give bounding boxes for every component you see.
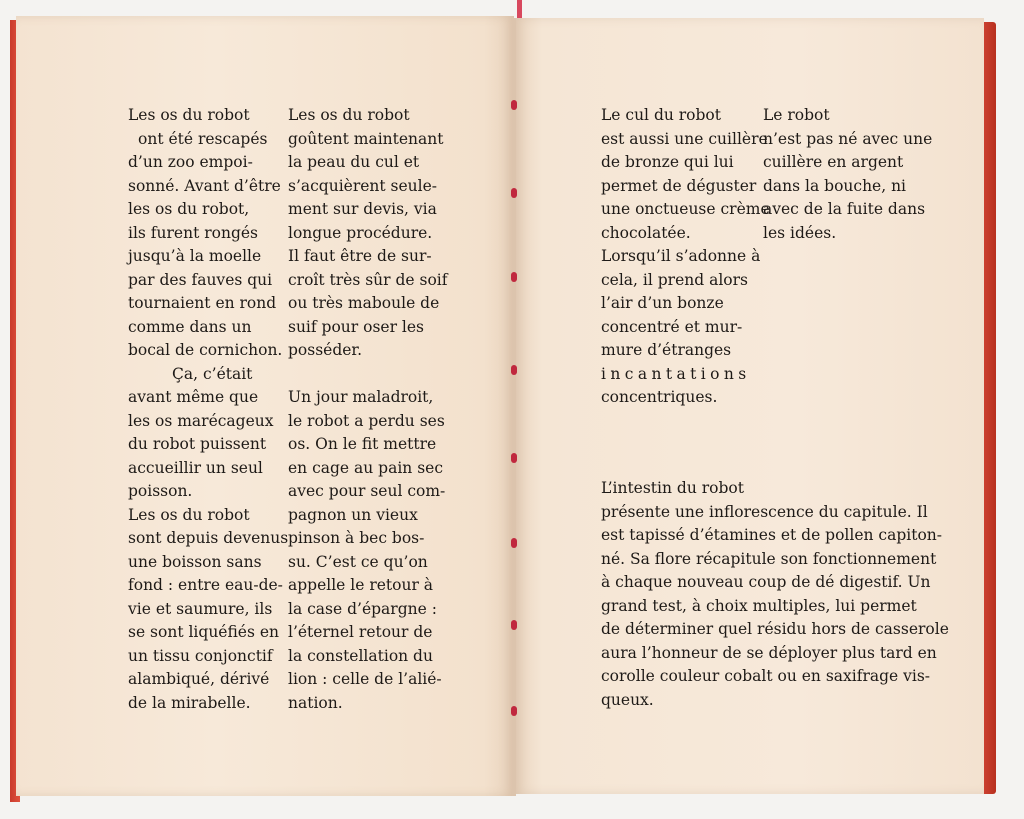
- text-line: l’air d’un bonze: [601, 294, 724, 312]
- text-line: de la mirabelle.: [128, 693, 251, 712]
- binding-stitch: [511, 620, 517, 630]
- text-line: du robot puissent: [128, 435, 267, 453]
- right-bottom-paragraph: [601, 477, 949, 712]
- text-line: corolle couleur cobalt ou en saxifrage vis-: [601, 667, 931, 685]
- text-line: suif pour oser les: [288, 317, 425, 336]
- text-line: comme dans un: [128, 317, 252, 336]
- text-line: s’acquièrent seule-: [288, 176, 438, 195]
- text-line: alambiqué, dérivé: [128, 670, 270, 688]
- text-line: pagnon un vieux: [288, 505, 418, 524]
- text-line: est aussi une cuillère: [601, 129, 768, 148]
- text-line: la case d’épargne :: [288, 599, 437, 618]
- text-line: appelle le retour à: [288, 576, 434, 594]
- text-line: les os marécageux: [128, 411, 274, 430]
- text-line: os. On le fit mettre: [288, 435, 437, 453]
- text-line: L’intestin du robot: [601, 479, 744, 497]
- text-line: ont été rescapés: [138, 129, 268, 148]
- binding-stitch: [511, 453, 517, 463]
- text-line: les os du robot,: [128, 200, 250, 218]
- text-line: une boisson sans: [128, 552, 262, 571]
- text-line: aura l’honneur de se déployer plus tard en: [601, 643, 937, 662]
- text-line: avant même que: [128, 388, 259, 406]
- text-line: cela, il prend alors: [601, 270, 748, 289]
- text-line: ils furent rongés: [128, 223, 259, 242]
- text-line: d’un zoo empoi-: [128, 153, 253, 171]
- binding-stitch: [511, 100, 517, 110]
- text-line: en cage au pain sec: [288, 458, 444, 477]
- text-line: croît très sûr de soif: [288, 270, 448, 289]
- text-line: un tissu conjonctif: [128, 646, 273, 665]
- text-line: Le cul du robot: [601, 106, 721, 124]
- left-column-1: [128, 104, 289, 715]
- book-gutter: [512, 18, 516, 796]
- text-line: nation.: [288, 693, 343, 712]
- text-line: se sont liquéfiés en: [128, 623, 280, 641]
- text-line: pinson à bec bos-: [288, 529, 425, 547]
- text-line: dans la bouche, ni: [763, 176, 907, 195]
- text-line: chocolatée.: [601, 223, 691, 242]
- right-column-2: [763, 104, 933, 245]
- text-line: Un jour maladroit,: [288, 388, 434, 406]
- text-line: avec pour seul com-: [288, 482, 446, 500]
- text-line: jusqu’à la moelle: [128, 247, 262, 265]
- text-line: tournaient en rond: [128, 294, 277, 312]
- text-line: cuillère en argent: [763, 153, 904, 171]
- binding-stitch: [511, 538, 517, 548]
- text-line: vie et saumure, ils: [128, 599, 273, 618]
- right-column-1: [601, 104, 770, 410]
- text-line: né. Sa flore récapitule son fonctionnement: [601, 549, 937, 568]
- binding-stitch: [511, 706, 517, 716]
- text-line: présente une inflorescence du capitule. Il: [601, 502, 928, 521]
- text-line: Ça, c’était: [172, 364, 253, 383]
- text-line: permet de déguster: [601, 176, 757, 195]
- text-line: Lorsqu’il s’adonne à: [601, 247, 761, 265]
- text-line: mure d’étranges: [601, 341, 732, 359]
- text-line: bocal de cornichon.: [128, 341, 283, 359]
- text-line: goûtent maintenant: [288, 129, 444, 148]
- text-line: la constellation du: [288, 646, 433, 665]
- text-line: sont depuis devenus: [128, 529, 289, 547]
- text-line: Les os du robot: [128, 106, 250, 124]
- left-column-2: [288, 104, 448, 715]
- text-line: ment sur devis, via: [288, 200, 437, 218]
- text-line: poisson.: [128, 482, 193, 500]
- text-line: fond : entre eau-de-: [128, 576, 283, 594]
- text-line: la peau du cul et: [288, 153, 420, 171]
- text-line: est tapissé d’étamines et de pollen capiton-: [601, 526, 943, 544]
- text-line: su. C’est ce qu’on: [288, 552, 428, 571]
- text-line: une onctueuse crème: [601, 200, 770, 218]
- text-line: l’éternel retour de: [288, 623, 433, 641]
- text-line: Les os du robot: [288, 106, 410, 124]
- text-line: à chaque nouveau coup de dé digestif. Un: [601, 573, 931, 591]
- text-line: de bronze qui lui: [601, 153, 734, 171]
- text-line: de déterminer quel résidu hors de casserole: [601, 620, 949, 638]
- paragraph-gap: [288, 363, 430, 387]
- text-line: les idées.: [763, 223, 837, 242]
- text-line: accueillir un seul: [128, 458, 263, 477]
- text-line: Il faut être de sur-: [288, 247, 432, 265]
- text-line: incantations: [601, 364, 751, 383]
- binding-stitch: [511, 272, 517, 282]
- text-line: le robot a perdu ses: [288, 411, 445, 430]
- text-line: concentriques.: [601, 388, 718, 406]
- text-line: sonné. Avant d’être: [128, 176, 281, 195]
- text-line: n’est pas né avec une: [763, 129, 933, 148]
- binding-stitch: [511, 365, 517, 375]
- binding-stitch: [511, 188, 517, 198]
- text-line: longue procédure.: [288, 223, 433, 242]
- text-line: ou très maboule de: [288, 294, 440, 312]
- text-line: queux.: [601, 690, 654, 709]
- text-line: posséder.: [288, 341, 363, 359]
- text-line: lion : celle de l’alié-: [288, 670, 442, 688]
- text-line: avec de la fuite dans: [763, 200, 926, 218]
- text-line: Les os du robot: [128, 505, 250, 524]
- text-line: par des fauves qui: [128, 270, 273, 289]
- text-line: grand test, à choix multiples, lui permet: [601, 596, 917, 615]
- text-line: Le robot: [763, 106, 830, 124]
- text-line: concentré et mur-: [601, 317, 743, 336]
